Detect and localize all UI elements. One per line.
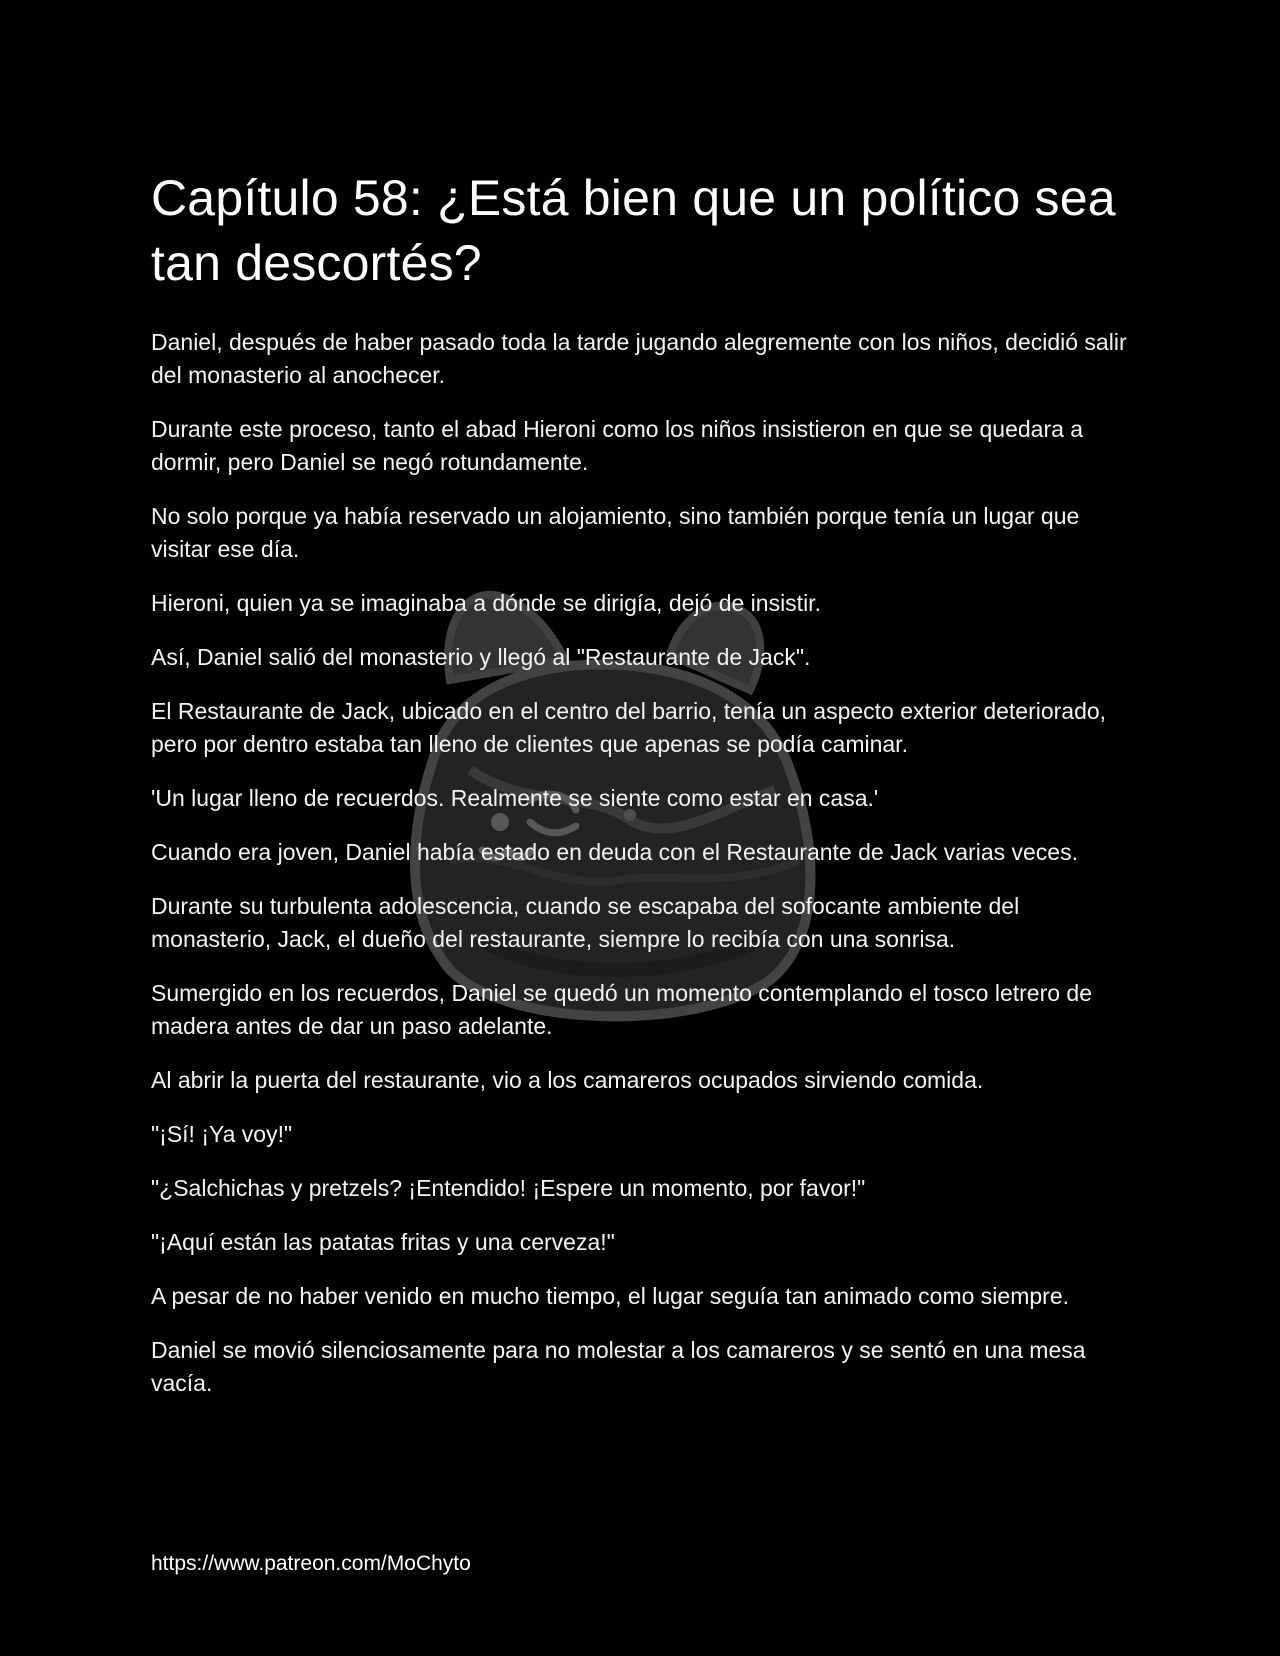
- paragraph: Durante su turbulenta adolescencia, cuando se escapaba del sofocante ambiente del monasterio, Jack, el dueño del restaurante, siempre lo recibía con una sonrisa.: [151, 893, 1020, 952]
- paragraph: El Restaurante de Jack, ubicado en el centro del barrio, tenía un aspecto exterior deteriorado, pero por dentro estaba tan lleno de clientes que apenas se podía caminar.: [151, 698, 1107, 757]
- paragraph: Hieroni, quien ya se imaginaba a dónde se dirigía, dejó de insistir.: [151, 590, 821, 616]
- paragraph: No solo porque ya había reservado un alojamiento, sino también porque tenía un lugar que visitar ese día.: [151, 503, 1080, 562]
- paragraph: Sumergido en los recuerdos, Daniel se quedó un momento contemplando el tosco letrero de madera antes de dar un paso adelante.: [151, 980, 1093, 1039]
- paragraph: Daniel, después de haber pasado toda la tarde jugando alegremente con los niños, decidió salir del monasterio al anochecer.: [151, 329, 1127, 388]
- paragraph: Durante este proceso, tanto el abad Hieroni como los niños insistieron en que se quedara a dormir, pero Daniel se negó rotundamente.: [151, 416, 1084, 475]
- paragraph: Al abrir la puerta del restaurante, vio a los camareros ocupados sirviendo comida.: [151, 1067, 984, 1093]
- chapter-content: [151, 166, 1131, 1421]
- dialogue-line: "¿Salchichas y pretzels? ¡Entendido! ¡Espere un momento, por favor!": [151, 1175, 866, 1201]
- paragraph: A pesar de no haber venido en mucho tiempo, el lugar seguía tan animado como siempre.: [151, 1283, 1070, 1309]
- paragraph: Daniel se movió silenciosamente para no molestar a los camareros y se sentó en una mesa vacía.: [151, 1337, 1086, 1396]
- paragraph: Cuando era joven, Daniel había estado en deuda con el Restaurante de Jack varias veces.: [151, 839, 1078, 865]
- paragraph: Así, Daniel salió del monasterio y llegó al "Restaurante de Jack".: [151, 644, 811, 670]
- patreon-link[interactable]: https://www.patreon.com/MoChyto: [151, 1552, 471, 1575]
- dialogue-line: "¡Sí! ¡Ya voy!": [151, 1121, 293, 1147]
- chapter-title: Capítulo 58: ¿Está bien que un político sea tan descortés?: [151, 170, 1116, 291]
- paragraph: 'Un lugar lleno de recuerdos. Realmente se siente como estar en casa.': [151, 785, 879, 811]
- dialogue-line: "¡Aquí están las patatas fritas y una cerveza!": [151, 1229, 615, 1255]
